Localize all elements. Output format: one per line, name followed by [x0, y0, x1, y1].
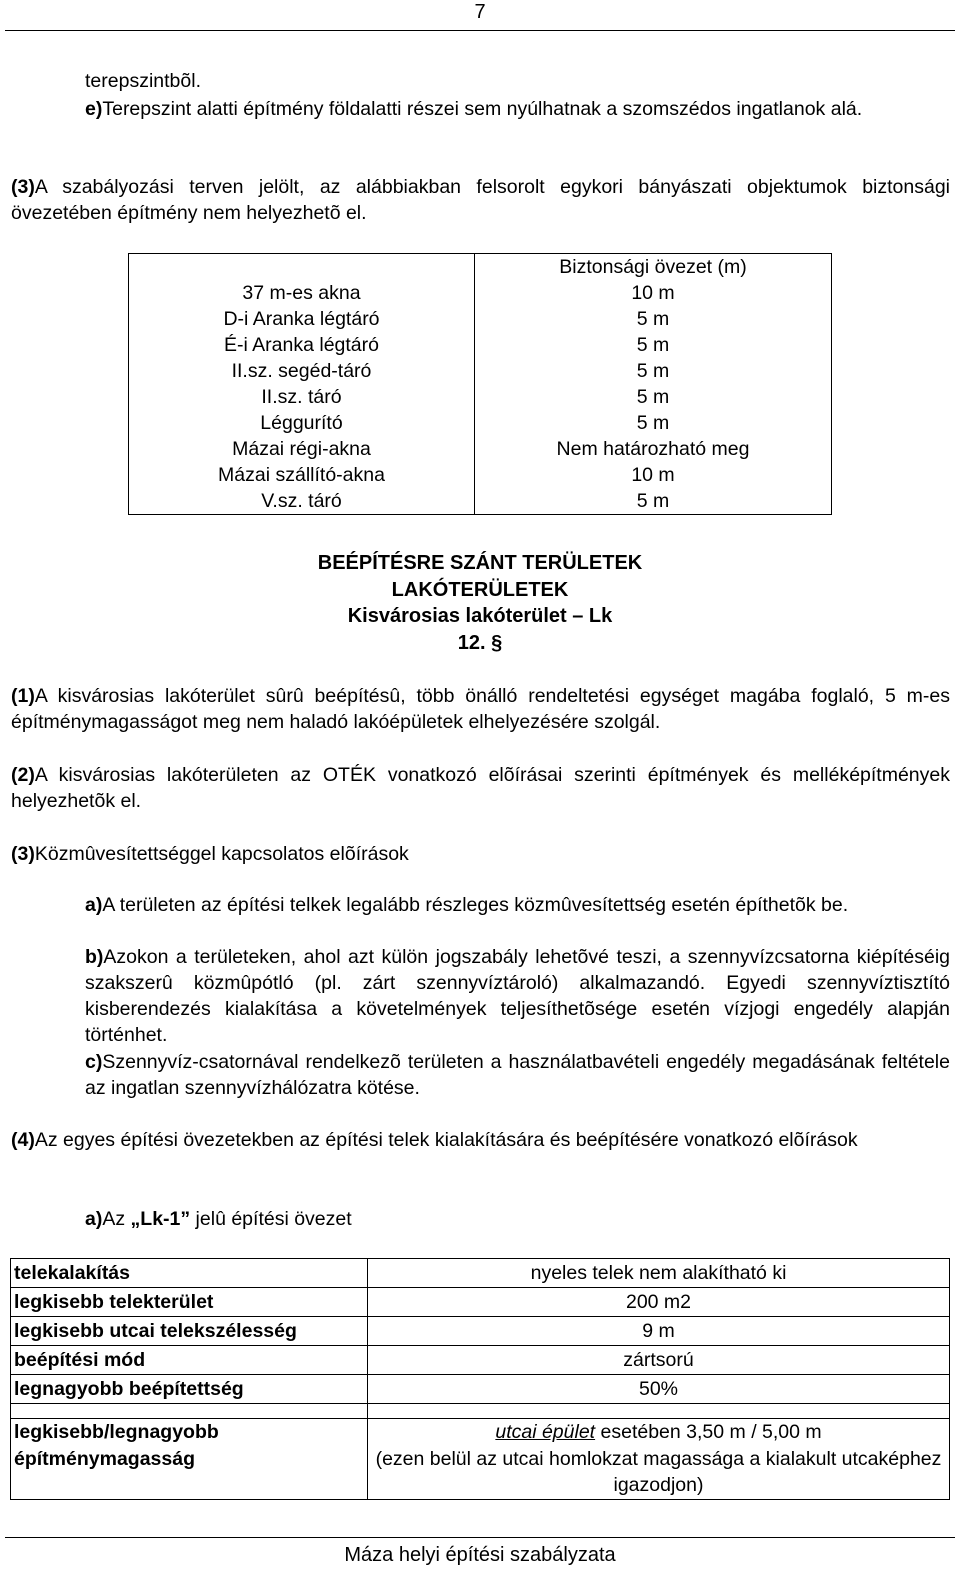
- paragraph-3: [11, 174, 950, 226]
- safety-row: [129, 410, 832, 436]
- clause-c-label: c): [85, 1051, 103, 1073]
- s12-p1-text: A kisvárosias lakóterület sûrû beépítésû, több önálló rendeltetési egységet magába foglaló, 5 m-es építménymagasságot meg nem haladó lakóépületek elhelyezésére szolgál.: [11, 685, 950, 733]
- safety-row: [129, 306, 832, 332]
- safety-row: [129, 488, 832, 515]
- clause-b: [85, 944, 950, 1048]
- s12-p2-text: A kisvárosias lakóterületen az OTÉK vonatkozó elõírásai szerinti építmények és melléképítmények helyezhetõk el.: [11, 764, 950, 812]
- lk-key: legkisebb telekterület: [11, 1288, 368, 1317]
- safety-name: 37 m-es akna: [129, 280, 475, 306]
- safety-name: D-i Aranka légtáró: [129, 306, 475, 332]
- safety-row: [129, 332, 832, 358]
- lk-value: 200 m2: [368, 1288, 950, 1317]
- s12-p4-text: Az egyes építési övezetekben az építési telek kialakítására és beépítésére vonatkozó elõírások: [34, 1129, 858, 1151]
- heading-lk: Kisvárosias lakóterület – Lk: [347, 605, 613, 627]
- zone-name: „Lk-1”: [130, 1208, 191, 1230]
- safety-value: 5 m: [475, 488, 832, 515]
- safety-value: 10 m: [475, 280, 832, 306]
- clause-e-label: e): [85, 98, 103, 120]
- safety-row: [129, 280, 832, 306]
- lk-key: legnagyobb beépítettség: [11, 1375, 368, 1404]
- lk-value-rest: esetében 3,50 m / 5,00 m: [595, 1421, 822, 1443]
- safety-name: II.sz. táró: [129, 384, 475, 410]
- clause-a-label: a): [85, 894, 103, 916]
- lk-value: 50%: [368, 1375, 950, 1404]
- safety-value: 5 m: [475, 306, 832, 332]
- safety-name: É-i Aranka légtáró: [129, 332, 475, 358]
- lk-value-note: (ezen belül az utcai homlokzat magassága a kialakult utcaképhez igazodjon): [375, 1447, 942, 1496]
- safety-value: 5 m: [475, 410, 832, 436]
- footer-rule: [5, 1537, 955, 1538]
- lk-key: beépítési mód: [11, 1346, 368, 1375]
- lk-row: [11, 1419, 950, 1500]
- s12-paragraph-4: [11, 1127, 950, 1153]
- lk-value-height: [368, 1419, 950, 1500]
- lk1-zone-table: [10, 1258, 950, 1500]
- clause-b-label: b): [85, 946, 104, 968]
- safety-row: [129, 358, 832, 384]
- lk-key: legkisebb utcai telekszélesség: [11, 1317, 368, 1346]
- s12-p3-label: (3): [11, 843, 35, 865]
- safety-name: Mázai régi-akna: [129, 436, 475, 462]
- lk-key: telekalakítás: [11, 1259, 368, 1288]
- safety-name: Mázai szállító-akna: [129, 462, 475, 488]
- lk-value: nyeles telek nem alakítható ki: [368, 1259, 950, 1288]
- safety-row: [129, 462, 832, 488]
- safety-value: 5 m: [475, 358, 832, 384]
- lk-row: [11, 1288, 950, 1317]
- s12-p4-label: (4): [11, 1129, 35, 1151]
- safety-value: 5 m: [475, 384, 832, 410]
- s12-p1-label: (1): [11, 685, 35, 707]
- paragraph-3-text: A szabályozási terven jelölt, az alábbiakban felsorolt egykori bányászati objektumok biztonsági övezetében építmény nem helyezhetõ el.: [11, 176, 950, 224]
- clause-a-text: A területen az építési telkek legalább részleges közmûvesítettség esetén építhetõk be.: [102, 894, 849, 916]
- safety-header-row: [129, 254, 832, 281]
- s12-p3-text: Közmûvesítettséggel kapcsolatos elõírások: [34, 843, 409, 865]
- lk-row: [11, 1317, 950, 1346]
- heading-residential: LAKÓTERÜLETEK: [391, 578, 569, 601]
- safety-name: V.sz. táró: [129, 488, 475, 515]
- paragraph-3-label: (3): [11, 176, 35, 198]
- zone-post: jelû építési övezet: [190, 1208, 352, 1230]
- intro-line: terepszintbõl.: [85, 70, 201, 92]
- heading-built-areas: BEÉPÍTÉSRE SZÁNT TERÜLETEK: [317, 552, 643, 574]
- lk-spacer: [11, 1404, 368, 1419]
- section-number: 12. §: [457, 631, 503, 654]
- s12-paragraph-2: [11, 762, 950, 814]
- clause-c-text: Szennyvíz-csatornával rendelkezõ területen a használatbavételi engedély megadásának feltétele az ingatlan szennyvízhálózatra kötése.: [85, 1051, 950, 1099]
- safety-value: Nem határozható meg: [475, 436, 832, 462]
- safety-zone-table: [128, 253, 832, 515]
- lk-row: [11, 1259, 950, 1288]
- clause-e-text: Terepszint alatti építmény földalatti részei sem nyúlhatnak a szomszédos ingatlanok alá.: [102, 98, 863, 120]
- safety-row: [129, 384, 832, 410]
- lk-value: 9 m: [368, 1317, 950, 1346]
- safety-row: [129, 436, 832, 462]
- zone-pre: Az: [102, 1208, 131, 1230]
- clause-e: [85, 96, 950, 122]
- safety-name: II.sz. segéd-táró: [129, 358, 475, 384]
- lk-value: zártsorú: [368, 1346, 950, 1375]
- page-number: 7: [474, 1, 486, 23]
- clause-a: [85, 892, 950, 918]
- clause-c: [85, 1049, 950, 1101]
- headings-block: [0, 550, 960, 656]
- lk-key: legkisebb/legnagyobb építménymagasság: [11, 1419, 368, 1500]
- safety-header: Biztonsági övezet (m): [475, 254, 832, 281]
- s12-paragraph-1: [11, 683, 950, 735]
- s12-p2-label: (2): [11, 764, 35, 786]
- lk-row: [11, 1346, 950, 1375]
- lk-spacer: [368, 1404, 950, 1419]
- safety-header-empty: [129, 254, 475, 281]
- clause-b-text: Azokon a területeken, ahol azt külön jogszabály lehetõvé teszi, a szennyvízcsatorna kiépítéséig szakszerû közmûpótló (pl. zárt szennyvíztároló) alkalmazandó. Egyedi szennyvíztisztító kisberendezés kialakítása a követelmények teljesíthetõsége esetén vízjogi engedély alapján történhet.: [85, 946, 950, 1046]
- zone-label: a): [85, 1208, 103, 1230]
- zone-title: [85, 1206, 950, 1232]
- safety-value: 5 m: [475, 332, 832, 358]
- header-rule: [5, 30, 955, 31]
- lk-row: [11, 1375, 950, 1404]
- safety-name: Léggurító: [129, 410, 475, 436]
- s12-paragraph-3: [11, 841, 950, 867]
- lk-spacer-row: [11, 1404, 950, 1419]
- lk-value-underlined: utcai épület: [495, 1421, 596, 1443]
- footer-text: Máza helyi építési szabályzata: [344, 1544, 616, 1566]
- safety-value: 10 m: [475, 462, 832, 488]
